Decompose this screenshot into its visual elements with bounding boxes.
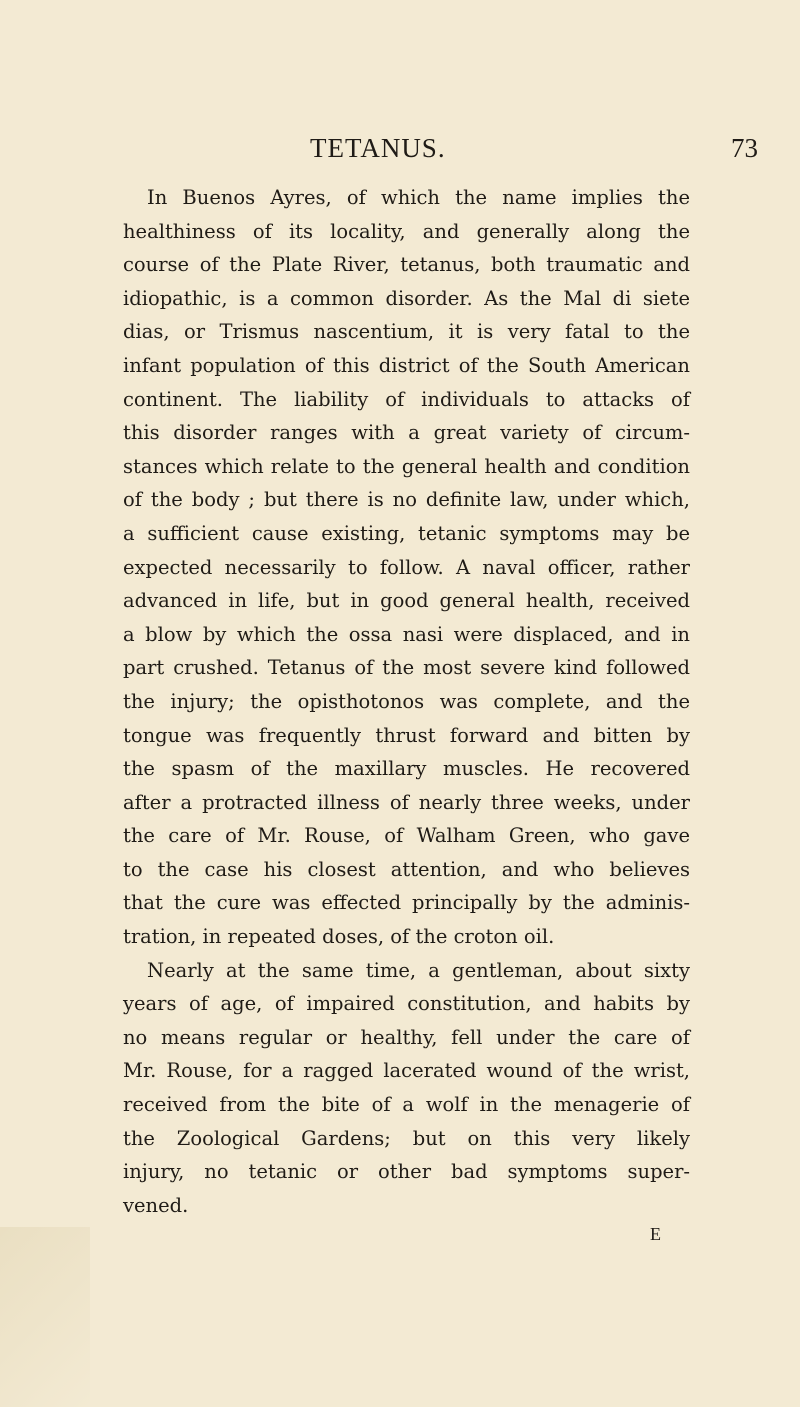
text-line: vened.: [123, 1193, 189, 1217]
text-line: idiopathic, is a common disorder. As the Mal di siete: [123, 286, 690, 310]
text-line: to the case his closest attention, and who believes: [123, 857, 690, 881]
text-line: dias, or Trismus nascentium, it is very fatal to the: [123, 320, 690, 344]
text-line: no means regular or healthy, fell under the care of: [123, 1025, 690, 1049]
text-line: the Zoological Gardens; but on this very likely: [123, 1126, 690, 1150]
text-line: the spasm of the maxillary muscles. He recovered: [123, 757, 690, 781]
running-title: TETANUS.: [310, 133, 446, 163]
body-text: [123, 181, 690, 1222]
text-line: Mr. Rouse, for a ragged lacerated wound of the wrist,: [123, 1059, 690, 1083]
text-line: of the body ; but there is no definite law, under which,: [123, 488, 690, 512]
text-line: infant population of this district of the South American: [123, 353, 690, 377]
text-line: Nearly at the same time, a gentleman, about sixty: [147, 958, 690, 982]
text-line: the injury; the opisthotonos was complete, and the: [123, 689, 690, 713]
text-line: a sufficient cause existing, tetanic symptoms may be: [123, 521, 690, 545]
text-line: tongue was frequently thrust forward and bitten by: [123, 723, 690, 747]
text-line: injury, no tetanic or other bad symptoms super-: [123, 1160, 690, 1184]
paper-stain: [0, 1227, 90, 1407]
text-line: advanced in life, but in good general health, received: [123, 589, 690, 613]
text-line: received from the bite of a wolf in the menagerie of: [123, 1093, 690, 1117]
page-number: 73: [731, 133, 758, 163]
text-line: stances which relate to the general health and condition: [123, 454, 690, 478]
text-line: course of the Plate River, tetanus, both traumatic and: [123, 253, 690, 277]
page-header: [0, 133, 800, 173]
text-line: the care of Mr. Rouse, of Walham Green, who gave: [123, 824, 690, 848]
text-line: that the cure was effected principally by the adminis-: [123, 891, 690, 915]
text-line: after a protracted illness of nearly three weeks, under: [123, 790, 690, 814]
text-line: part crushed. Tetanus of the most severe kind followed: [123, 656, 690, 680]
text-line: continent. The liability of individuals to attacks of: [123, 387, 690, 411]
text-line: a blow by which the ossa nasi were displaced, and in: [123, 622, 690, 646]
text-line: In Buenos Ayres, of which the name implies the: [147, 186, 690, 209]
text-line: tration, in repeated doses, of the croton oil.: [123, 925, 555, 949]
text-line: this disorder ranges with a great variety of circum-: [123, 421, 690, 445]
text-line: years of age, of impaired constitution, and habits by: [123, 992, 690, 1016]
text-line: healthiness of its locality, and generally along the: [123, 219, 690, 243]
text-line: expected necessarily to follow. A naval officer, rather: [123, 555, 690, 579]
signature-mark: E: [650, 1224, 661, 1244]
